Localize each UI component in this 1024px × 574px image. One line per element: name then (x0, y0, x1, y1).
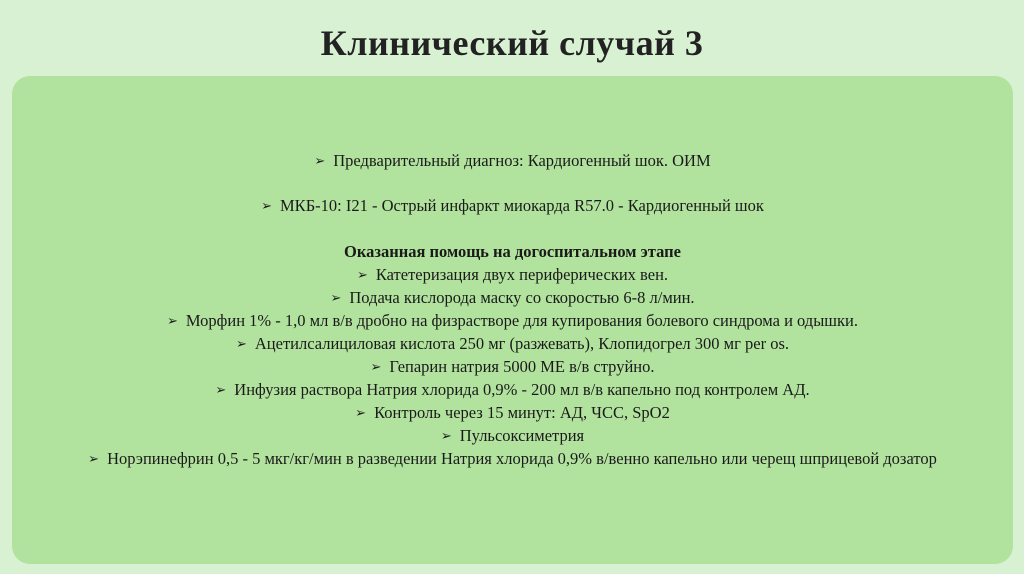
diagnosis-text: Предварительный диагноз: Кардиогенный шок. ОИМ (333, 151, 711, 170)
care-heading: Оказанная помощь на догоспитальном этапе (344, 242, 681, 261)
slide-title: Клинический случай 3 (320, 23, 704, 63)
care-item-text: Катетеризация двух периферических вен. (375, 265, 669, 284)
care-item-text: Инфузия раствора Натрия хлорида 0,9% - 200 мл в/в капельно под контролем АД. (234, 380, 810, 399)
bullet-arrow-icon: ➢ (440, 428, 452, 443)
icd-line (12, 194, 1013, 217)
care-item-text: Пульсоксиметрия (459, 426, 585, 445)
list-item (12, 424, 1013, 447)
list-item (12, 332, 1013, 355)
bullet-arrow-icon: ➢ (356, 267, 368, 282)
diagnosis-line (12, 149, 1013, 172)
bullet-arrow-icon: ➢ (314, 153, 326, 168)
care-item-text: Морфин 1% - 1,0 мл в/в дробно на физрастворе для купирования болевого синдрома и одышки. (185, 311, 858, 330)
bullet-arrow-icon: ➢ (167, 313, 178, 328)
list-item (12, 309, 1013, 332)
list-item (12, 378, 1013, 401)
bullet-arrow-icon: ➢ (88, 451, 100, 466)
bullet-arrow-icon: ➢ (261, 198, 273, 213)
care-item-text: Норэпинефрин 0,5 - 5 мкг/кг/мин в разведении Натрия хлорида 0,9% в/венно капельно или черещ шприцевой дозатор (107, 449, 937, 468)
list-item (12, 401, 1013, 424)
bullet-arrow-icon: ➢ (355, 405, 367, 420)
bullet-arrow-icon: ➢ (215, 382, 227, 397)
bullet-arrow-icon: ➢ (330, 290, 342, 305)
care-item-text: Контроль через 15 минут: АД, ЧСС, SpO2 (374, 403, 670, 422)
care-item-text: Гепарин натрия 5000 МЕ в/в струйно. (389, 357, 655, 376)
icd-text: МКБ-10: I21 - Острый инфаркт миокарда R57.0 - Кардиогенный шок (280, 196, 764, 215)
content-body (12, 76, 1013, 470)
bullet-arrow-icon: ➢ (370, 359, 382, 374)
list-item (12, 355, 1013, 378)
bullet-arrow-icon: ➢ (235, 336, 247, 351)
care-item-text: Ацетилсалициловая кислота 250 мг (разжевать), Клопидогрел 300 мг per os. (254, 334, 789, 353)
list-item (12, 286, 1013, 309)
list-item (12, 263, 1013, 286)
content-panel (12, 76, 1013, 564)
care-item-text: Подача кислорода маску со скоростью 6-8 л/мин. (349, 288, 695, 307)
list-item (63, 447, 963, 470)
